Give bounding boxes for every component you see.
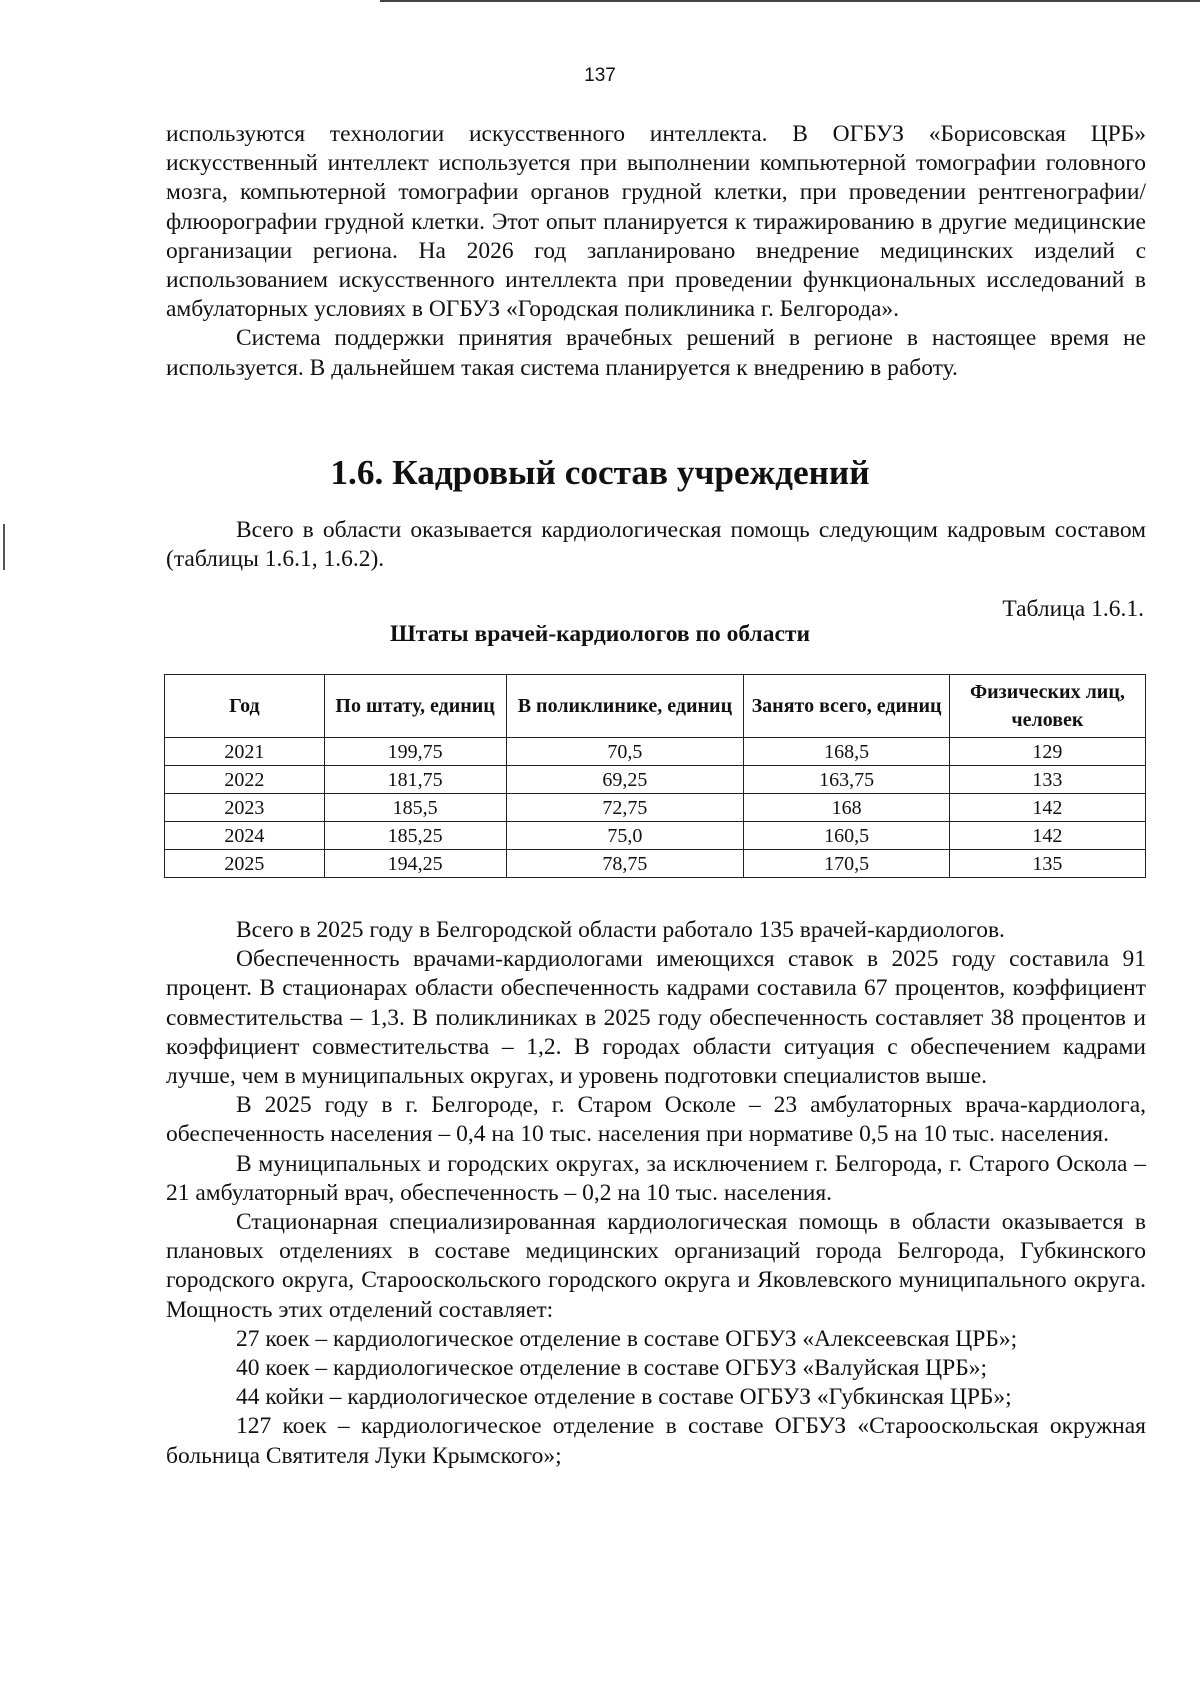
header-polyclinic: В поликлинике, единиц	[506, 675, 744, 738]
table-row	[165, 766, 1146, 794]
cities-paragraph: В 2025 году в г. Белгороде, г. Старом Осколе – 23 амбулаторных врача-кардиолога, обеспеченность населения – 0,4 на 10 тыс. населения при нормативе 0,5 на 10 тыс. населения.	[166, 1092, 1146, 1148]
table-cell: 129	[949, 738, 1145, 766]
department-item: 27 коек – кардиологическое отделение в составе ОГБУЗ «Алексеевская ЦРБ»;	[236, 1325, 1018, 1352]
header-planned: По штату, единиц	[324, 675, 506, 738]
section-heading: 1.6. Кадровый состав учреждений	[330, 453, 870, 492]
header-occupied: Занято всего, единиц	[744, 675, 950, 738]
staff-intro-section	[166, 516, 1146, 574]
table-cell: 142	[949, 822, 1145, 850]
total-cardiologists-paragraph: Всего в 2025 году в Белгородской области работало 135 врачей-кардиологов.	[236, 917, 1005, 943]
table-row	[165, 738, 1146, 766]
after-table-section	[166, 916, 1146, 1471]
table-cell: 160,5	[744, 822, 950, 850]
table-title: Штаты врачей-кардиологов по области	[389, 621, 810, 647]
page-number: 137	[584, 65, 616, 86]
table-cell: 170,5	[744, 850, 950, 878]
staff-intro-paragraph: Всего в области оказывается кардиологическая помощь следующим кадровым составом (таблицы 1.6.1, 1.6.2).	[166, 517, 1146, 573]
table-number: Таблица 1.6.1.	[1002, 596, 1144, 622]
table-cell: 75,0	[506, 822, 744, 850]
table-header-row	[165, 675, 1146, 738]
header-year: Год	[165, 675, 325, 738]
table-cell: 78,75	[506, 850, 744, 878]
table-cell: 168	[744, 794, 950, 822]
table-cell: 168,5	[744, 738, 950, 766]
department-item: 40 коек – кардиологическое отделение в составе ОГБУЗ «Валуйская ЦРБ»;	[236, 1355, 987, 1382]
table-cell: 2023	[165, 794, 325, 822]
table-cell: 163,75	[744, 766, 950, 794]
table-cell: 133	[949, 766, 1145, 794]
table-cell: 199,75	[324, 738, 506, 766]
table-cell: 2021	[165, 738, 325, 766]
staffing-rate-paragraph: Обеспеченность врачами-кардиологами имеющихся ставок в 2025 году составила 91 процент. В стационарах области обеспеченность кадрами составила 67 процентов, коэффициент совместительства – 1,3. В поликлиниках в 2025 году обеспеченность составляет 38 процентов и коэффициент совместительства – 1,2. В городах области ситуация с обеспечением кадрами лучше, чем в муниципальных округах, и уровень подготовки специалистов выше.	[166, 946, 1146, 1090]
intro-section	[166, 120, 1146, 383]
table-row	[165, 850, 1146, 878]
districts-paragraph: В муниципальных и городских округах, за исключением г. Белгорода, г. Старого Оскола – 21 амбулаторный врач, обеспеченность – 0,2 на 10 тыс. населения.	[166, 1150, 1146, 1206]
inpatient-paragraph: Стационарная специализированная кардиологическая помощь в области оказывается в плановых отделениях в составе медицинских организаций города Белгорода, Губкинского городского округа, Старооскольского городского округа и Яковлевского муниципального округа. Мощность этих отделений составляет:	[166, 1209, 1146, 1323]
table-cell: 2025	[165, 850, 325, 878]
header-persons: Физических лиц, человек	[949, 675, 1145, 738]
table-cell: 194,25	[324, 850, 506, 878]
table-cell: 135	[949, 850, 1145, 878]
table-cell: 72,75	[506, 794, 744, 822]
department-item: 127 коек – кардиологическое отделение в составе ОГБУЗ «Старооскольская окружная больница Святителя Луки Крымского»;	[166, 1413, 1146, 1469]
table-row	[165, 822, 1146, 850]
table-cell: 2022	[165, 766, 325, 794]
margin-mark	[3, 524, 5, 570]
decision-support-paragraph: Система поддержки принятия врачебных решений в регионе в настоящее время не используется. В дальнейшем такая система планируется к внедрению в работу.	[166, 325, 1146, 381]
table-cell: 2024	[165, 822, 325, 850]
table-cell: 142	[949, 794, 1145, 822]
table-row	[165, 794, 1146, 822]
table-cell: 185,25	[324, 822, 506, 850]
table-cell: 70,5	[506, 738, 744, 766]
table-cell: 181,75	[324, 766, 506, 794]
intro-paragraph: используются технологии искусственного интеллекта. В ОГБУЗ «Борисовская ЦРБ» искусственный интеллект используется при выполнении компьютерной томографии головного мозга, компьютерной томографии органов грудной клетки, при проведении рентгенографии/ флюорографии грудной клетки. Этот опыт планируется к тиражированию в другие медицинские организации региона. На 2026 год запланировано внедрение медицинских изделий с использованием искусственного интеллекта при проведении функциональных исследований в амбулаторных условиях в ОГБУЗ «Городская поликлиника г. Белгорода».	[166, 121, 1146, 323]
table-cell: 69,25	[506, 766, 744, 794]
department-item: 44 койки – кардиологическое отделение в составе ОГБУЗ «Губкинская ЦРБ»;	[236, 1384, 1012, 1411]
top-rule	[380, 0, 1200, 2]
table-cell: 185,5	[324, 794, 506, 822]
staff-table	[164, 674, 1146, 878]
